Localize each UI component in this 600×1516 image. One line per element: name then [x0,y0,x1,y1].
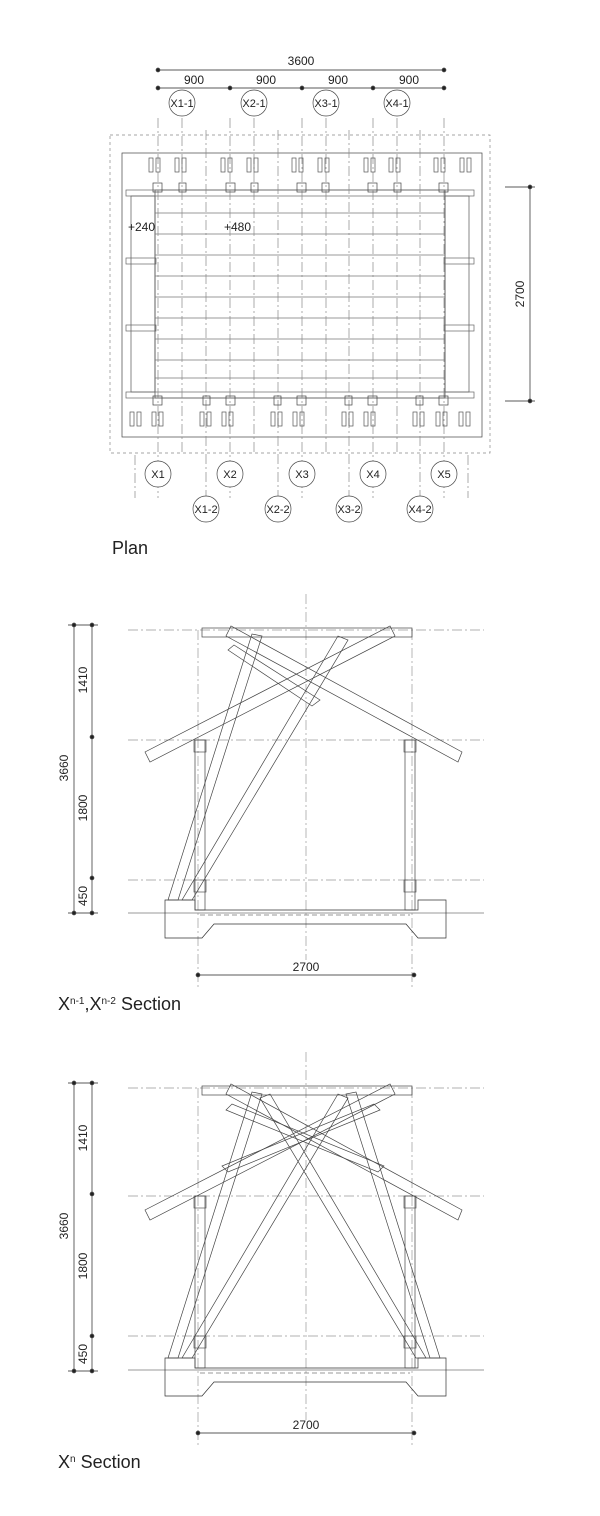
axis-label: X4-2 [408,504,432,516]
axis-label: X2-2 [266,504,290,516]
plan-caption: Plan [112,538,149,558]
section-2-dim: 1800 [76,1252,90,1280]
axis-label: X3-1 [314,98,338,110]
section-1-caption: $X_{n-1},X_{n-2}$ Section [58,994,181,1014]
axis-label: X1-1 [170,98,194,110]
plan-spacing-label: 900 [327,73,349,87]
axis-label: X2-1 [242,98,266,110]
section-2-width: 2700 [292,1418,320,1432]
section-1-total-height: 3660 [57,754,71,782]
section-2-drawing [68,1052,484,1448]
axis-label: X3 [295,469,309,481]
plan-spacing-label: 900 [183,73,205,87]
section-2-dim: 1410 [76,1124,90,1152]
section-2-total-height: 3660 [57,1212,71,1240]
section-1-dim: 1410 [76,666,90,694]
axis-label: X2 [223,469,237,481]
section-1-drawing [68,594,484,990]
plan-overall-width-label: 3600 [287,54,315,68]
plan-level-high: +480 [224,220,252,234]
plan-level-low: +240 [128,220,156,234]
axis-label: X1 [151,469,165,481]
plan-spacing-label: 900 [255,73,277,87]
plan-spacing-label: 900 [398,73,420,87]
section-1-dim: 450 [76,885,90,907]
axis-label: X4-1 [385,98,409,110]
axis-label: X1-2 [194,504,218,516]
section-2-caption: $X_n$ Section [58,1452,141,1472]
section-1-dim: 1800 [76,794,90,822]
axis-label: X3-2 [337,504,361,516]
axis-label: X4 [366,469,380,481]
plan-drawing [110,68,535,522]
section-1-width: 2700 [292,960,320,974]
section-2-dim: 450 [76,1343,90,1365]
plan-depth-label: 2700 [513,280,527,308]
axis-label: X5 [437,469,451,481]
